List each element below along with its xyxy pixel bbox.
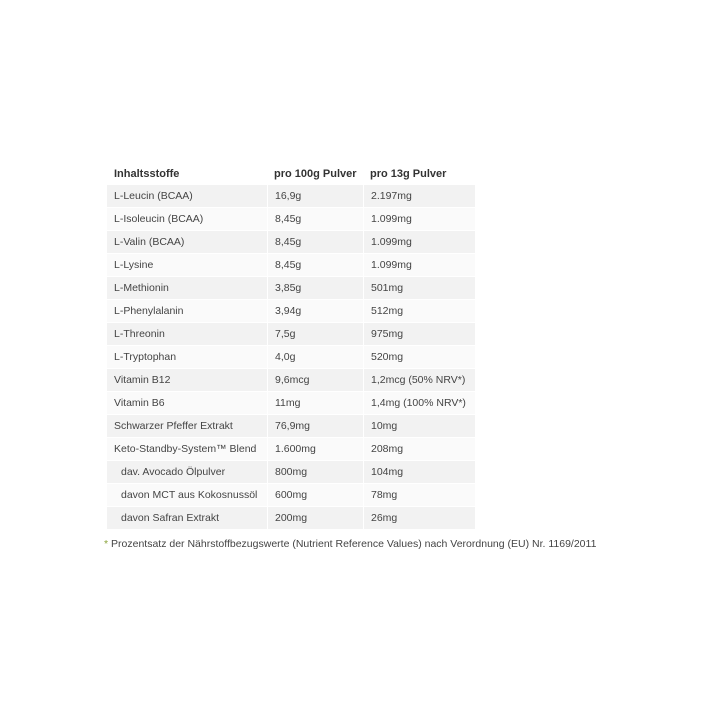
table-row bbox=[107, 185, 475, 208]
cell-per-13g: 208mg bbox=[363, 438, 475, 461]
cell-ingredient: L-Threonin bbox=[107, 323, 267, 346]
cell-ingredient: davon Safran Extrakt bbox=[107, 507, 267, 530]
cell-per-13g: 520mg bbox=[363, 346, 475, 369]
table-row bbox=[107, 507, 475, 530]
cell-per-13g: 501mg bbox=[363, 277, 475, 300]
nutrition-table bbox=[107, 162, 475, 530]
cell-ingredient: Vitamin B6 bbox=[107, 392, 267, 415]
cell-per-100g: 7,5g bbox=[267, 323, 363, 346]
cell-per-100g: 8,45g bbox=[267, 208, 363, 231]
cell-ingredient: Schwarzer Pfeffer Extrakt bbox=[107, 415, 267, 438]
cell-per-100g: 200mg bbox=[267, 507, 363, 530]
cell-per-13g: 2.197mg bbox=[363, 185, 475, 208]
cell-per-13g: 1,2mcg (50% NRV*) bbox=[363, 369, 475, 392]
cell-per-13g: 1.099mg bbox=[363, 254, 475, 277]
cell-per-13g: 10mg bbox=[363, 415, 475, 438]
cell-per-100g: 3,94g bbox=[267, 300, 363, 323]
cell-per-13g: 26mg bbox=[363, 507, 475, 530]
table-row bbox=[107, 438, 475, 461]
header-ingredients: Inhaltsstoffe bbox=[114, 167, 180, 180]
footnote bbox=[104, 538, 596, 550]
nutrition-table-container bbox=[107, 162, 475, 530]
cell-ingredient: L-Isoleucin (BCAA) bbox=[107, 208, 267, 231]
cell-per-100g: 9,6mcg bbox=[267, 369, 363, 392]
cell-per-100g: 1.600mg bbox=[267, 438, 363, 461]
table-row bbox=[107, 277, 475, 300]
cell-per-100g: 800mg bbox=[267, 461, 363, 484]
cell-per-100g: 8,45g bbox=[267, 254, 363, 277]
table-row bbox=[107, 323, 475, 346]
cell-ingredient: L-Valin (BCAA) bbox=[107, 231, 267, 254]
table-row bbox=[107, 461, 475, 484]
table-row bbox=[107, 369, 475, 392]
table-row bbox=[107, 346, 475, 369]
cell-ingredient: L-Phenylalanin bbox=[107, 300, 267, 323]
footnote-marker: * bbox=[104, 538, 109, 550]
cell-per-100g: 3,85g bbox=[267, 277, 363, 300]
cell-per-13g: 104mg bbox=[363, 461, 475, 484]
header-per-100g: pro 100g Pulver bbox=[274, 167, 357, 180]
cell-ingredient: Vitamin B12 bbox=[107, 369, 267, 392]
cell-ingredient: davon MCT aus Kokosnussöl bbox=[107, 484, 267, 507]
cell-per-100g: 4,0g bbox=[267, 346, 363, 369]
cell-per-13g: 512mg bbox=[363, 300, 475, 323]
cell-ingredient: L-Lysine bbox=[107, 254, 267, 277]
table-header bbox=[107, 162, 475, 185]
footnote-text: Prozentsatz der Nährstoffbezugswerte (Nutrient Reference Values) nach Verordnung (EU) Nr. 1169/2011 bbox=[108, 538, 597, 550]
cell-ingredient: L-Tryptophan bbox=[107, 346, 267, 369]
cell-per-13g: 1,4mg (100% NRV*) bbox=[363, 392, 475, 415]
cell-ingredient: L-Methionin bbox=[107, 277, 267, 300]
table-body bbox=[107, 185, 475, 530]
table-row bbox=[107, 300, 475, 323]
table-row bbox=[107, 254, 475, 277]
table-row bbox=[107, 231, 475, 254]
table-row bbox=[107, 208, 475, 231]
table-row bbox=[107, 415, 475, 438]
table-row bbox=[107, 392, 475, 415]
cell-per-13g: 78mg bbox=[363, 484, 475, 507]
cell-per-100g: 16,9g bbox=[267, 185, 363, 208]
cell-ingredient: dav. Avocado Ölpulver bbox=[107, 461, 267, 484]
table-row bbox=[107, 484, 475, 507]
header-per-13g: pro 13g Pulver bbox=[370, 167, 447, 180]
cell-per-13g: 1.099mg bbox=[363, 208, 475, 231]
cell-ingredient: Keto-Standby-System™ Blend bbox=[107, 438, 267, 461]
cell-per-13g: 975mg bbox=[363, 323, 475, 346]
cell-per-100g: 76,9mg bbox=[267, 415, 363, 438]
cell-per-100g: 8,45g bbox=[267, 231, 363, 254]
cell-per-100g: 11mg bbox=[267, 392, 363, 415]
header-row bbox=[107, 162, 475, 185]
cell-ingredient: L-Leucin (BCAA) bbox=[107, 185, 267, 208]
cell-per-13g: 1.099mg bbox=[363, 231, 475, 254]
cell-per-100g: 600mg bbox=[267, 484, 363, 507]
